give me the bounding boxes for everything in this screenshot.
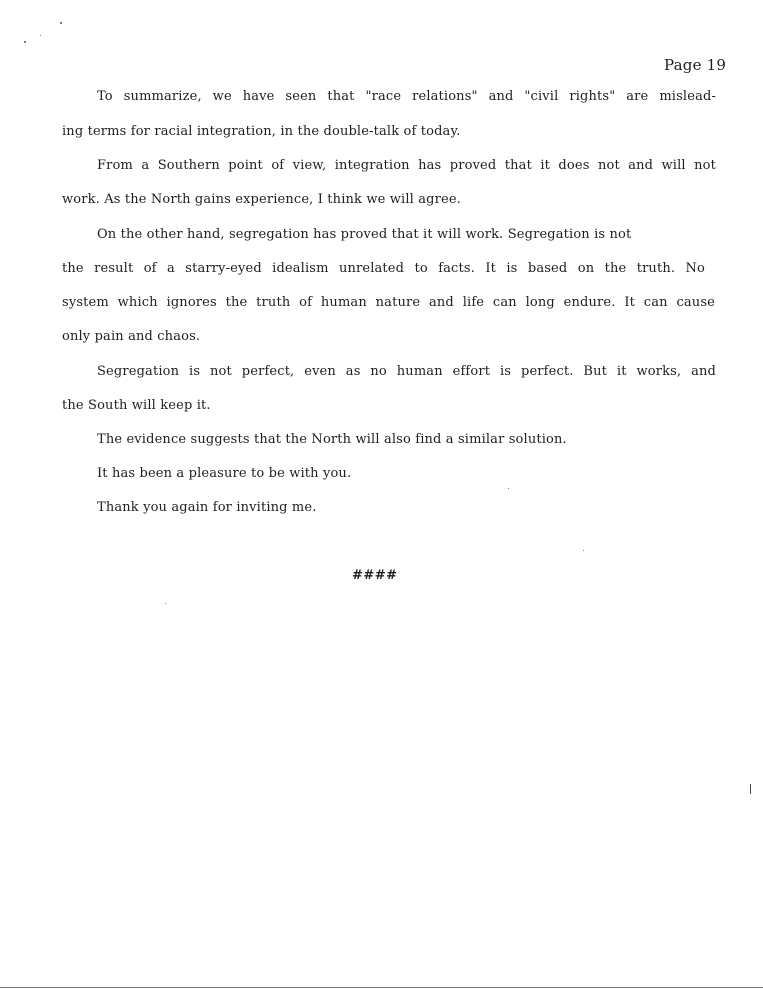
body-line: It has been a pleasure to be with you. [97, 466, 352, 481]
scan-speck [24, 41, 26, 43]
scan-speck [165, 603, 166, 604]
scan-speck [508, 488, 509, 489]
body-line: From a Southern point of view, integration has proved that it does not and will not [97, 158, 716, 173]
scan-mark [750, 784, 751, 794]
body-line: work. As the North gains experience, I think we will agree. [62, 192, 461, 207]
end-mark: #### [352, 568, 398, 583]
body-line: system which ignores the truth of human nature and life can long endure. It can cause [62, 295, 715, 310]
body-line: The evidence suggests that the North will also find a similar solution. [97, 432, 567, 447]
scan-speck [40, 35, 41, 36]
body-line: the result of a starry-eyed idealism unrelated to facts. It is based on the truth. No [62, 261, 705, 276]
scan-speck [583, 550, 584, 551]
body-line: the South will keep it. [62, 398, 211, 413]
body-line: Thank you again for inviting me. [97, 500, 317, 515]
body-line: ing terms for racial integration, in the double-talk of today. [62, 124, 461, 139]
body-line: Segregation is not perfect, even as no human effort is perfect. But it works, and [97, 364, 716, 379]
body-line: To summarize, we have seen that "race relations" and "civil rights" are mislead- [97, 89, 716, 104]
page-edge [0, 987, 763, 988]
scan-speck [60, 22, 62, 24]
page-number: Page 19 [664, 56, 727, 74]
body-line: only pain and chaos. [62, 329, 201, 344]
body-line: On the other hand, segregation has proved that it will work. Segregation is not [97, 227, 632, 242]
